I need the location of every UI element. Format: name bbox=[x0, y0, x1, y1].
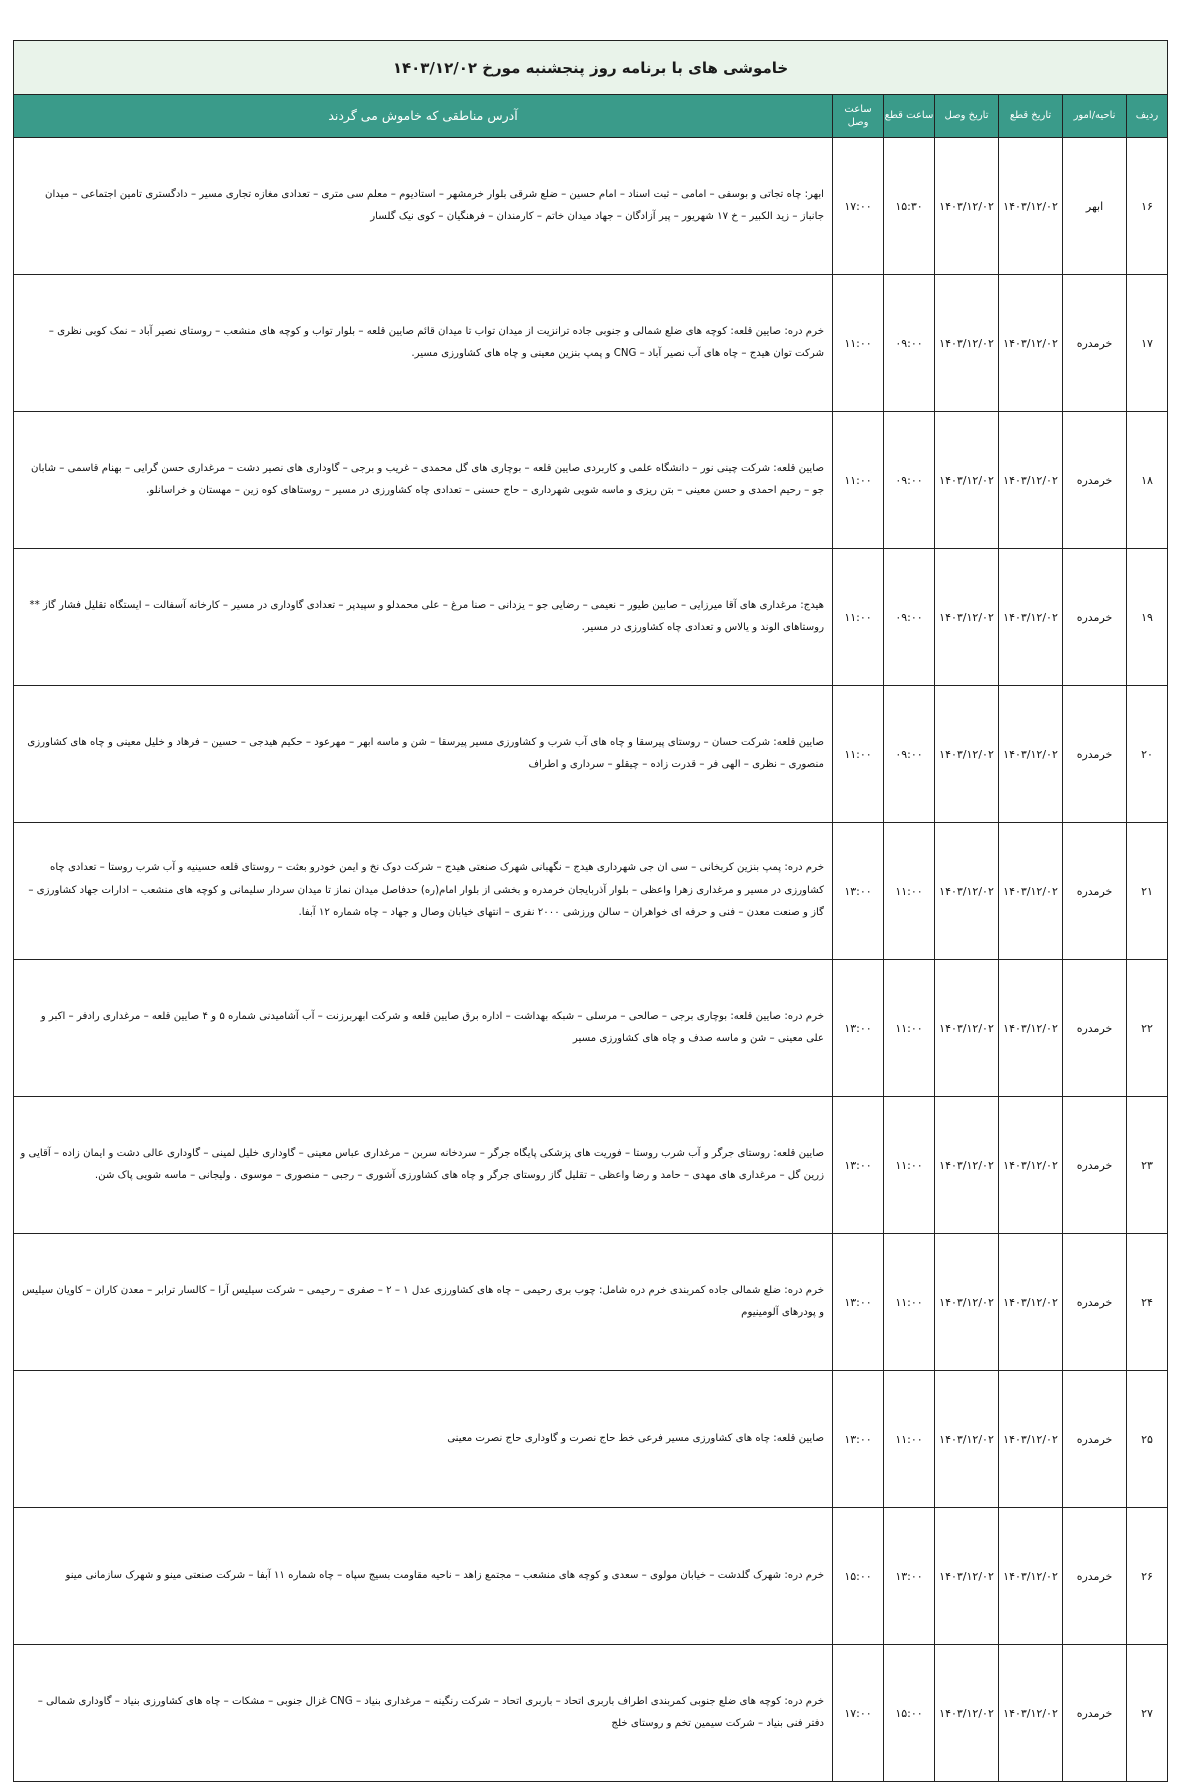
row-area: خرمدره bbox=[1063, 1645, 1127, 1782]
header-reconnect-time: ساعت وصل bbox=[833, 95, 884, 138]
row-cut-date: ۱۴۰۳/۱۲/۰۲ bbox=[999, 138, 1063, 275]
row-reconnect-time: ۱۱:۰۰ bbox=[833, 412, 884, 549]
row-reconnect-date: ۱۴۰۳/۱۲/۰۲ bbox=[935, 1508, 999, 1645]
row-area: خرمدره bbox=[1063, 1097, 1127, 1234]
row-number: ۲۱ bbox=[1127, 823, 1168, 960]
header-reconnect-date: تاریخ وصل bbox=[935, 95, 999, 138]
row-cut-date: ۱۴۰۳/۱۲/۰۲ bbox=[999, 823, 1063, 960]
row-address: هیدج: مرغداری های آقا میرزایی – صابین طیور – نعیمی – رضایی جو – یزدانی – صنا مرغ – علی محمدلو و سپیدپر – تعدادی گاوداری در مسیر – کارخانه آسفالت – ایستگاه تقلیل فشار گاز ** روستاهای الوند و یالاس و تعدادی چاه کشاورزی در مسیر. bbox=[14, 549, 833, 686]
row-area: خرمدره bbox=[1063, 823, 1127, 960]
row-cut-time: ۰۹:۰۰ bbox=[884, 549, 935, 686]
row-cut-time: ۱۱:۰۰ bbox=[884, 960, 935, 1097]
row-reconnect-date: ۱۴۰۳/۱۲/۰۲ bbox=[935, 275, 999, 412]
row-number: ۲۰ bbox=[1127, 686, 1168, 823]
table-row bbox=[14, 275, 1168, 412]
header-row-no: ردیف bbox=[1127, 95, 1168, 138]
row-cut-time: ۱۵:۰۰ bbox=[884, 1645, 935, 1782]
title-row bbox=[14, 41, 1168, 95]
row-address: خرم دره: کوچه های ضلع جنوبی کمربندی اطراف باربری اتحاد – باربری اتحاد – شرکت رنگینه – مرغداری بنیاد – CNG غزال جنوبی – مشکات – چاه های کشاورزی بنیاد – گاوداری شمالی – دفتر فنی بنیاد – شرکت سیمین تخم و روستای خلج bbox=[14, 1645, 833, 1782]
row-area: خرمدره bbox=[1063, 1371, 1127, 1508]
page-title: خاموشی های با برنامه روز پنجشنبه مورخ ۱۴۰۳/۱۲/۰۲ bbox=[14, 41, 1168, 95]
row-reconnect-time: ۱۳:۰۰ bbox=[833, 1234, 884, 1371]
row-reconnect-time: ۱۵:۰۰ bbox=[833, 1508, 884, 1645]
row-reconnect-time: ۱۱:۰۰ bbox=[833, 549, 884, 686]
header-row bbox=[14, 95, 1168, 138]
row-cut-time: ۱۵:۳۰ bbox=[884, 138, 935, 275]
row-area: خرمدره bbox=[1063, 1508, 1127, 1645]
row-cut-time: ۰۹:۰۰ bbox=[884, 686, 935, 823]
row-reconnect-time: ۱۳:۰۰ bbox=[833, 960, 884, 1097]
row-reconnect-time: ۱۳:۰۰ bbox=[833, 1371, 884, 1508]
row-number: ۲۴ bbox=[1127, 1234, 1168, 1371]
row-cut-time: ۱۱:۰۰ bbox=[884, 1234, 935, 1371]
table-row bbox=[14, 1371, 1168, 1508]
row-address: خرم دره: صایین قلعه: کوچه های ضلع شمالی و جنوبی جاده ترانزیت از میدان تواب تا میدان قائم صایین قلعه – بلوار تواب و کوچه های منشعب – روستای نصیر آباد – نمک کوبی نظری – شرکت توان هیدج – چاه های آب نصیر آباد – CNG و پمپ بنزین معینی و چاه های کشاورزی مسیر. bbox=[14, 275, 833, 412]
table-row bbox=[14, 1508, 1168, 1645]
table-row bbox=[14, 1097, 1168, 1234]
row-reconnect-date: ۱۴۰۳/۱۲/۰۲ bbox=[935, 549, 999, 686]
header-address: آدرس مناطقی که خاموش می گردند bbox=[14, 95, 833, 138]
row-number: ۲۵ bbox=[1127, 1371, 1168, 1508]
header-cut-time: ساعت قطع bbox=[884, 95, 935, 138]
row-cut-time: ۱۳:۰۰ bbox=[884, 1508, 935, 1645]
header-area: ناحیه/امور bbox=[1063, 95, 1127, 138]
table-row bbox=[14, 686, 1168, 823]
row-area: خرمدره bbox=[1063, 549, 1127, 686]
outage-table bbox=[13, 40, 1168, 1782]
row-reconnect-date: ۱۴۰۳/۱۲/۰۲ bbox=[935, 823, 999, 960]
row-cut-date: ۱۴۰۳/۱۲/۰۲ bbox=[999, 1371, 1063, 1508]
row-area: خرمدره bbox=[1063, 275, 1127, 412]
table-row bbox=[14, 549, 1168, 686]
row-cut-date: ۱۴۰۳/۱۲/۰۲ bbox=[999, 686, 1063, 823]
row-reconnect-date: ۱۴۰۳/۱۲/۰۲ bbox=[935, 1371, 999, 1508]
row-reconnect-date: ۱۴۰۳/۱۲/۰۲ bbox=[935, 412, 999, 549]
row-area: ابهر bbox=[1063, 138, 1127, 275]
row-reconnect-date: ۱۴۰۳/۱۲/۰۲ bbox=[935, 138, 999, 275]
row-address: صایین قلعه: شرکت حسان – روستای پیرسقا و چاه های آب شرب و کشاورزی مسیر پیرسقا – شن و ماسه ابهر – مهرعود – حکیم هیدجی – حسین – فرهاد و خلیل معینی و چاه های کشاورزی منصوری – نظری – الهی فر – قدرت زاده – چیقلو – سرداری و اطراف bbox=[14, 686, 833, 823]
row-address: ابهر: چاه تجاتی و بوسفی – امامی – ثبت اسناد – امام حسین – ضلع شرقی بلوار خرمشهر – استادیوم – معلم سی متری – تعدادی مغازه تجاری مسیر – دادگستری تامین اجتماعی – میدان جانباز – زید الکبیر – خ ۱۷ شهریور – پیر آزادگان – جهاد میدان خاتم – کارمندان – فرهنگیان – کوی نیک گلسار bbox=[14, 138, 833, 275]
table-row bbox=[14, 960, 1168, 1097]
row-number: ۱۶ bbox=[1127, 138, 1168, 275]
row-address: صایین قلعه: شرکت چینی نور – دانشگاه علمی و کاربردی صایین قلعه – بوچاری های گل محمدی – غریب و برجی – گاوداری های نصیر دشت – مرغداری حسن گرایی – بهنام قاسمی – شابان جو – رحیم احمدی و حسن معینی – بتن ریزی و ماسه شویی شهرداری – حاج حسنی – تعدادی چاه کشاورزی در مسیر – روستاهای کوه زین – مهستان و خراسانلو. bbox=[14, 412, 833, 549]
table-row bbox=[14, 1645, 1168, 1782]
row-area: خرمدره bbox=[1063, 1234, 1127, 1371]
row-reconnect-date: ۱۴۰۳/۱۲/۰۲ bbox=[935, 1645, 999, 1782]
row-number: ۱۹ bbox=[1127, 549, 1168, 686]
table-row bbox=[14, 138, 1168, 275]
row-reconnect-time: ۱۳:۰۰ bbox=[833, 823, 884, 960]
row-reconnect-time: ۱۷:۰۰ bbox=[833, 1645, 884, 1782]
row-cut-time: ۰۹:۰۰ bbox=[884, 275, 935, 412]
row-cut-date: ۱۴۰۳/۱۲/۰۲ bbox=[999, 960, 1063, 1097]
row-reconnect-time: ۱۷:۰۰ bbox=[833, 138, 884, 275]
row-reconnect-time: ۱۱:۰۰ bbox=[833, 275, 884, 412]
row-reconnect-time: ۱۱:۰۰ bbox=[833, 686, 884, 823]
row-reconnect-date: ۱۴۰۳/۱۲/۰۲ bbox=[935, 1097, 999, 1234]
row-address: خرم دره: شهرک گلدشت – خیابان مولوی – سعدی و کوچه های منشعب – مجتمع زاهد – ناحیه مقاومت بسیج سپاه – چاه شماره ۱۱ آبفا – شرکت صنعتی مینو و شهرک سازمانی مینو bbox=[14, 1508, 833, 1645]
header-cut-date: تاریخ قطع bbox=[999, 95, 1063, 138]
row-cut-date: ۱۴۰۳/۱۲/۰۲ bbox=[999, 549, 1063, 686]
row-cut-date: ۱۴۰۳/۱۲/۰۲ bbox=[999, 1234, 1063, 1371]
row-cut-date: ۱۴۰۳/۱۲/۰۲ bbox=[999, 1097, 1063, 1234]
row-number: ۲۳ bbox=[1127, 1097, 1168, 1234]
row-area: خرمدره bbox=[1063, 960, 1127, 1097]
row-number: ۱۸ bbox=[1127, 412, 1168, 549]
table-row bbox=[14, 823, 1168, 960]
row-cut-date: ۱۴۰۳/۱۲/۰۲ bbox=[999, 1645, 1063, 1782]
row-area: خرمدره bbox=[1063, 412, 1127, 549]
row-reconnect-time: ۱۳:۰۰ bbox=[833, 1097, 884, 1234]
row-address: خرم دره: پمپ بنزین کربخانی – سی ان جی شهرداری هیدج – نگهبانی شهرک صنعتی هیدج – شرکت دوک نخ و ایمن خودرو بعثت – روستای قلعه حسینیه و آب شرب روستا – تعدادی چاه کشاورزی در مسیر و مرغداری زهرا واعظی – بلوار آذربایجان خرمدره و بخشی از بلوار امام(ره) حدفاصل میدان نماز تا میدان سردار سلیمانی و کوچه های منشعب – ادارات جهاد کشاورزی – گاز و صنعت معدن – فنی و حرفه ای خواهران – سالن ورزشی ۲۰۰۰ نفری – انتهای خیابان وصال و جهاد – چاه شماره ۱۲ آبفا. bbox=[14, 823, 833, 960]
row-cut-time: ۱۱:۰۰ bbox=[884, 823, 935, 960]
row-number: ۱۷ bbox=[1127, 275, 1168, 412]
schedule-sheet bbox=[13, 40, 1167, 1782]
row-cut-time: ۱۱:۰۰ bbox=[884, 1097, 935, 1234]
row-reconnect-date: ۱۴۰۳/۱۲/۰۲ bbox=[935, 686, 999, 823]
row-address: صایین قلعه: روستای جرگر و آب شرب روستا – فوریت های پزشکی پایگاه جرگر – سردخانه سربن – مرغداری عباس معینی – گاوداری خلیل لمینی – گاوداری عالی دشت و ایمان زاده – آقایی و زرین گل – مرغداری های مهدی – حامد و رضا واعظی – تقلیل گاز روستای جرگر و چاه های کشاورزی آشوری – رجبی – منصوری – موسوی . ولیجانی – ماسه شویی پاک شن. bbox=[14, 1097, 833, 1234]
row-address: صایین قلعه: چاه های کشاورزی مسیر فرعی خط حاج نصرت و گاوداری حاج نصرت معینی bbox=[14, 1371, 833, 1508]
row-number: ۲۷ bbox=[1127, 1645, 1168, 1782]
row-address: خرم دره: ضلع شمالی جاده کمربندی خرم دره شامل: چوب بری رحیمی – چاه های کشاورزی عدل ۱ – ۲ – صفری – رحیمی – شرکت سیلیس آرا – کالسار ترابر – معدن کاران – کاویان سیلیس و پودرهای آلومینیوم bbox=[14, 1234, 833, 1371]
row-cut-date: ۱۴۰۳/۱۲/۰۲ bbox=[999, 275, 1063, 412]
row-cut-date: ۱۴۰۳/۱۲/۰۲ bbox=[999, 1508, 1063, 1645]
row-cut-time: ۱۱:۰۰ bbox=[884, 1371, 935, 1508]
row-reconnect-date: ۱۴۰۳/۱۲/۰۲ bbox=[935, 960, 999, 1097]
row-reconnect-date: ۱۴۰۳/۱۲/۰۲ bbox=[935, 1234, 999, 1371]
table-row bbox=[14, 412, 1168, 549]
row-cut-date: ۱۴۰۳/۱۲/۰۲ bbox=[999, 412, 1063, 549]
row-address: خرم دره: صایین قلعه: بوچاری برجی – صالحی – مرسلی – شبکه بهداشت – اداره برق صایین قلعه و شرکت ابهربرزنت – آب آشامیدنی شماره ۵ و ۴ صایین قلعه – مرغداری رادفر – اکبر و علی معینی – شن و ماسه صدف و چاه های کشاورزی مسیر bbox=[14, 960, 833, 1097]
row-cut-time: ۰۹:۰۰ bbox=[884, 412, 935, 549]
row-number: ۲۲ bbox=[1127, 960, 1168, 1097]
row-area: خرمدره bbox=[1063, 686, 1127, 823]
table-row bbox=[14, 1234, 1168, 1371]
row-number: ۲۶ bbox=[1127, 1508, 1168, 1645]
